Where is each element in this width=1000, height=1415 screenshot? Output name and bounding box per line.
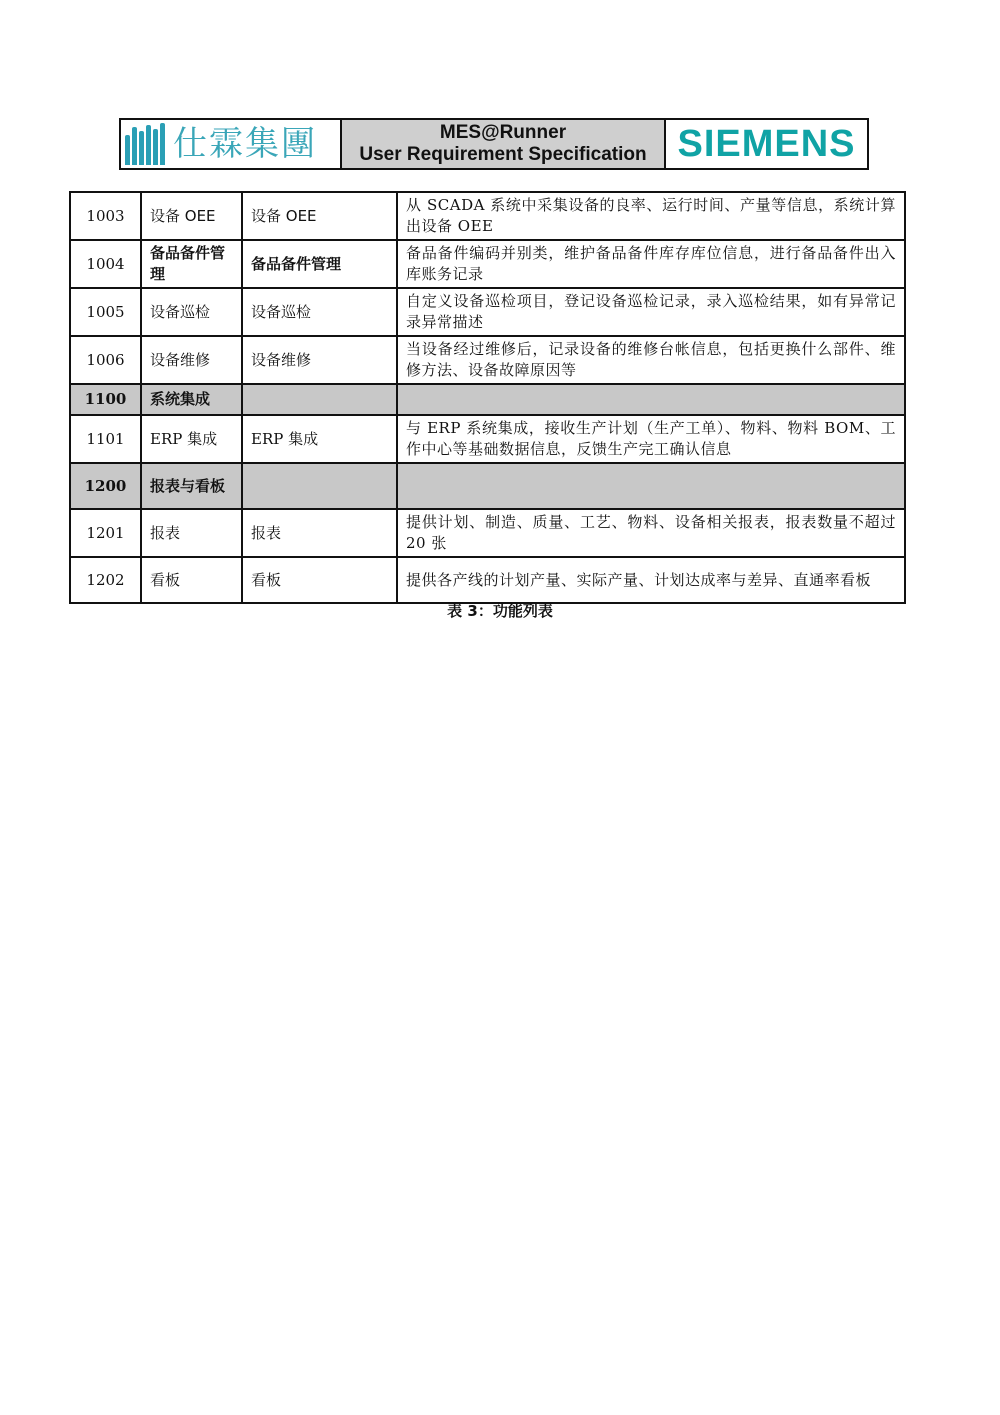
row-id: 1005	[70, 288, 141, 336]
row-name: 设备 OEE	[141, 192, 242, 240]
row-sub: 设备 OEE	[242, 192, 397, 240]
row-sub: 报表	[242, 509, 397, 557]
row-id: 1201	[70, 509, 141, 557]
table-row	[70, 240, 905, 288]
row-name: 看板	[141, 557, 242, 603]
row-sub: 备品备件管理	[242, 240, 397, 288]
row-desc: 从 SCADA 系统中采集设备的良率、运行时间、产量等信息，系统计算出设备 OEE	[397, 192, 905, 240]
row-desc: 当设备经过维修后，记录设备的维修台帐信息，包括更换什么部件、维修方法、设备故障原因等	[397, 336, 905, 384]
row-sub: 看板	[242, 557, 397, 603]
section-row	[70, 384, 905, 415]
table-row	[70, 415, 905, 463]
table-row	[70, 192, 905, 240]
section-id: 1100	[70, 384, 141, 415]
table-row	[70, 288, 905, 336]
logo-bars-icon	[125, 123, 165, 165]
row-name: 报表	[141, 509, 242, 557]
row-name: 设备维修	[141, 336, 242, 384]
title-line-1: MES@Runner	[439, 122, 567, 144]
row-desc: 与 ERP 系统集成，接收生产计划（生产工单）、物料、物料 BOM、工作中心等基础数据信息，反馈生产完工确认信息	[397, 415, 905, 463]
section-sub	[242, 463, 397, 509]
row-sub: ERP 集成	[242, 415, 397, 463]
section-name: 系统集成	[141, 384, 242, 415]
company-logo	[121, 120, 342, 168]
function-table	[69, 191, 906, 604]
document-title	[342, 120, 666, 168]
row-desc: 备品备件编码并别类，维护备品备件库存库位信息，进行备品备件出入库账务记录	[397, 240, 905, 288]
section-id: 1200	[70, 463, 141, 509]
row-id: 1202	[70, 557, 141, 603]
row-name: 备品备件管理	[141, 240, 242, 288]
section-desc	[397, 463, 905, 509]
row-sub: 设备巡检	[242, 288, 397, 336]
section-sub	[242, 384, 397, 415]
table-row	[70, 509, 905, 557]
row-name: 设备巡检	[141, 288, 242, 336]
row-id: 1004	[70, 240, 141, 288]
table-row	[70, 557, 905, 603]
row-id: 1006	[70, 336, 141, 384]
brand-logo: SIEMENS	[677, 122, 856, 165]
row-desc: 自定义设备巡检项目，登记设备巡检记录，录入巡检结果，如有异常记录异常描述	[397, 288, 905, 336]
title-line-2: User Requirement Specification	[359, 144, 647, 165]
logo-text: 仕霖集團	[173, 124, 317, 164]
row-name: ERP 集成	[141, 415, 242, 463]
document-header	[119, 118, 869, 170]
section-name: 报表与看板	[141, 463, 242, 509]
section-row	[70, 463, 905, 509]
row-desc: 提供各产线的计划产量、实际产量、计划达成率与差异、直通率看板	[397, 557, 905, 603]
table-caption: 表 3：功能列表	[447, 602, 553, 620]
row-sub: 设备维修	[242, 336, 397, 384]
row-id: 1101	[70, 415, 141, 463]
table-row	[70, 336, 905, 384]
section-desc	[397, 384, 905, 415]
row-id: 1003	[70, 192, 141, 240]
row-desc: 提供计划、制造、质量、工艺、物料、设备相关报表，报表数量不超过 20 张	[397, 509, 905, 557]
